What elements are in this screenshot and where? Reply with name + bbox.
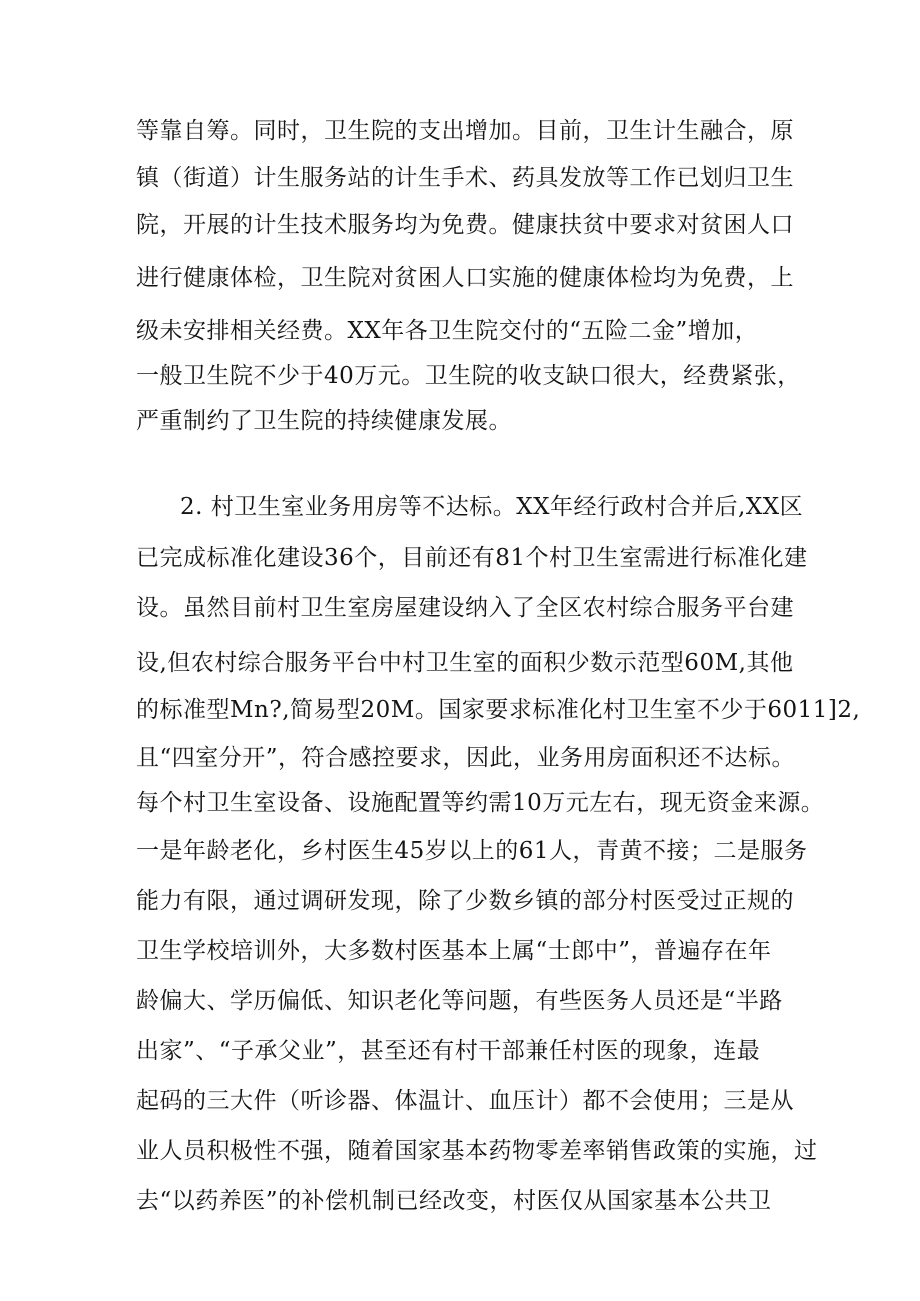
text-line: 2. 村卫生室业务用房等不达标。XX年经行政村合并后,XX区 bbox=[180, 494, 804, 520]
text-line: 一是年龄老化，乡村医生45岁以上的61人，青黄不接；二是服务 bbox=[136, 838, 808, 864]
text-line: 出家”、“子承父业”，甚至还有村干部兼任村医的现象，连最 bbox=[136, 1038, 761, 1064]
text-line: 起码的三大件（听诊器、体温计、血压计）都不会使用；三是从 bbox=[136, 1088, 794, 1114]
text-line: 院，开展的计生技术服务均为免费。健康扶贫中要求对贫困人口 bbox=[136, 212, 794, 238]
text-line: 每个村卫生室设备、设施配置等约需10万元左右，现无资金来源。 bbox=[136, 790, 825, 816]
text-line: 龄偏大、学历偏低、知识老化等问题，有些医务人员还是“半路 bbox=[136, 988, 783, 1014]
text-line: 镇（街道）计生服务站的计生手术、药具发放等工作已划归卫生 bbox=[136, 165, 794, 191]
text-line: 一般卫生院不少于40万元。卫生院的收支缺口很大，经费紧张， bbox=[136, 363, 801, 389]
text-line: 进行健康体检，卫生院对贫困人口实施的健康体检均为免费，上 bbox=[136, 265, 794, 291]
text-line: 已完成标准化建设36个，目前还有81个村卫生室需进行标准化建 bbox=[136, 545, 808, 571]
text-line: 的标准型Mn?,简易型20M。国家要求标准化村卫生室不少于6011]2, bbox=[136, 697, 861, 723]
text-line: 设。虽然目前村卫生室房屋建设纳入了全区农村综合服务平台建 bbox=[136, 595, 794, 621]
text-line: 能力有限，通过调研发现，除了少数乡镇的部分村医受过正规的 bbox=[136, 888, 794, 914]
text-line: 卫生学校培训外，大多数村医基本上属“士郎中”，普遍存在年 bbox=[136, 938, 772, 964]
text-line: 且“四室分开”，符合感控要求，因此，业务用房面积还不达标。 bbox=[136, 745, 796, 771]
text-line: 设,但农村综合服务平台中村卫生室的面积少数示范型60M,其他 bbox=[136, 650, 794, 676]
text-line: 去“以药养医”的补偿机制已经改变，村医仅从国家基本公共卫 bbox=[136, 1188, 772, 1214]
text-line: 业人员积极性不强，随着国家基本药物零差率销售政策的实施，过 bbox=[136, 1138, 818, 1164]
text-line: 严重制约了卫生院的持续健康发展。 bbox=[136, 408, 512, 434]
text-line: 等靠自筹。同时，卫生院的支出增加。目前，卫生计生融合，原 bbox=[136, 118, 794, 144]
text-line: 级未安排相关经费。XX年各卫生院交付的“五险二金”增加， bbox=[136, 318, 759, 344]
